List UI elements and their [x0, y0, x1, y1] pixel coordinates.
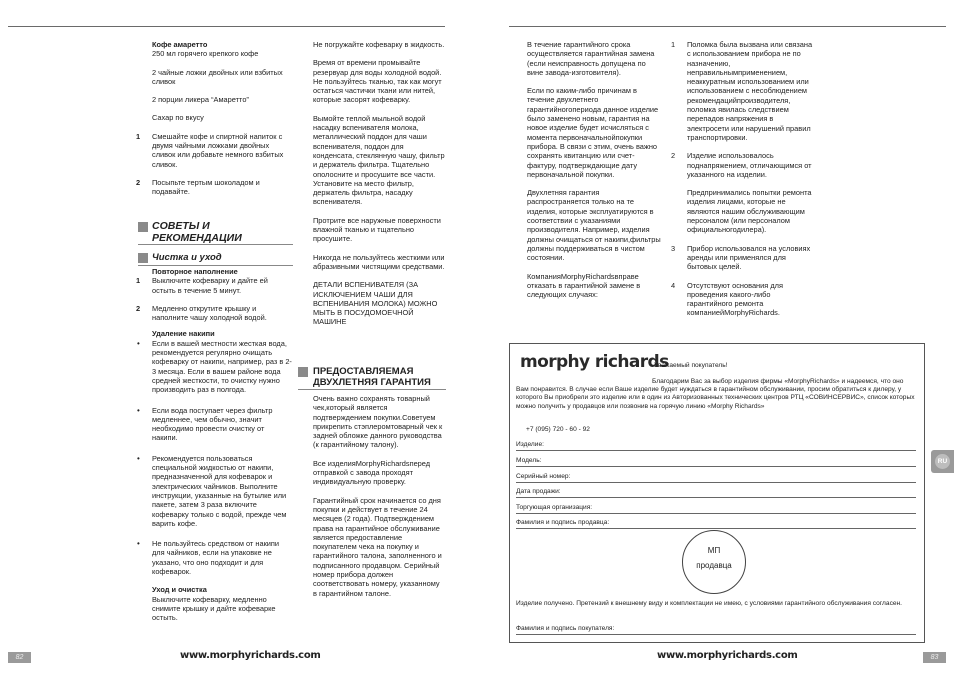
bullet-icon: • — [137, 453, 140, 463]
bullet-icon: • — [137, 405, 140, 415]
refusal-case — [687, 188, 815, 234]
right-column-2 — [671, 40, 815, 327]
case-text: Поломка была вызвана или связана с использованием прибора не по назначению, неправильнымприменением, неаккуратным использованием или использованием с несоблюдением рекомендацийпроизводителя, поломка явилась следствием перепадов напряжения в электросети или нарушений правил транспортировки. — [687, 40, 813, 142]
descale-bullet — [137, 338, 292, 395]
hotline-phone: +7 (095) 720 - 60 - 92 — [526, 426, 590, 433]
bullet-text: Рекомендуется пользоваться специальной жидкостью от накипи, предназначенной для кофеварок и электрических чайников. Выполните инструкции, указанные на бутылке или пакете, затем 3 раза включите кофеварку только с водой, прежде чем варить кофе. — [152, 453, 287, 528]
recipe-ingredient: Сахар по вкусу — [152, 113, 204, 123]
tips-subtitle: Чистка и уход — [152, 252, 222, 263]
top-rule-left — [8, 26, 445, 27]
language-badge-circle — [935, 454, 950, 469]
paragraph: Никогда не пользуйтесь жесткими или абразивными чистящими средствами. — [313, 252, 445, 271]
section-marker-warranty — [298, 367, 308, 377]
refill-step — [136, 303, 292, 323]
step-text: Выключите кофеварку и дайте ей остыть в течение 5 минут. — [152, 276, 268, 295]
case-text: Предпринимались попытки ремонта изделия лицами, которые не являются нашим обслуживающим персоналом (или персоналом официальногодилера). — [687, 188, 812, 235]
step-number: 2 — [136, 177, 141, 187]
descale-heading: Удаление накипи — [152, 329, 215, 339]
paragraph-caps: ДЕТАЛИ ВСПЕНИВАТЕЛЯ (ЗА ИСКЛЮЧЕНИЕМ ЧАШИ ДЛЯ ВСПЕНИВАНИЯ МОЛОКА) МОЖНО МЫТЬ В ПОСУДОМОЕЧНОЙ МАШИНЕ — [313, 280, 438, 327]
recipe-step — [136, 177, 292, 197]
page-number-left: 82 — [8, 652, 31, 663]
descale-bullet — [137, 453, 292, 528]
section-marker-care — [138, 253, 148, 263]
footer-url-left: www.morphyrichards.com — [180, 650, 321, 661]
stamp-circle — [682, 530, 746, 594]
refill-step — [136, 276, 292, 295]
language-badge-label: RU — [937, 458, 948, 465]
refusal-case — [671, 280, 815, 318]
step-text: Смешайте кофе и спиртной напиток с двумя чайными ложками двойных сливок или добавьте немного взбитых сливок. — [152, 131, 284, 169]
tips-body — [136, 267, 292, 623]
warranty-rule — [298, 389, 446, 390]
paragraph: КомпанияMorphyRichardsвправе отказать в гарантийной замене в следующих случаях: — [527, 271, 641, 300]
tips-rule — [138, 244, 293, 245]
field-serial-number[interactable]: Серийный номер: — [516, 473, 916, 483]
tips-title: СОВЕТЫ И РЕКОМЕНДАЦИИ — [152, 220, 242, 244]
care-heading: Уход и очистка — [152, 585, 207, 595]
refill-heading: Повторное наполнение — [152, 267, 238, 276]
care-text: Выключите кофеварку, медленно снимите крышку и дайте кофеварке остыть. — [152, 594, 276, 623]
field-buyer-signature[interactable]: Фамилия и подпись покупателя: — [516, 625, 916, 635]
descale-bullet — [137, 405, 292, 443]
recipe-step — [136, 131, 292, 169]
step-number: 2 — [136, 303, 141, 313]
paragraph: Гарантийный срок начинается со дня покупки и действует в течение 24 месяцев (2 года). Подтверждением права на гарантийное обслуживание является предоставление покупателем чека на покупку и гарантийного талона, заполненного и подписанного продавцом. Серийный номер прибора должен соответствовать номеру, указанному в гарантийном талоне. — [313, 495, 442, 598]
field-product[interactable]: Изделие: — [516, 441, 916, 451]
bullet-icon: • — [137, 539, 140, 549]
recipe-title: Кофе амаретто — [152, 40, 208, 49]
left-column-1 — [136, 40, 292, 206]
stamp-label: МП — [707, 546, 721, 555]
case-text: Прибор использовался на условиях аренды или применялся для бытовых целей. — [687, 243, 811, 272]
section-marker-tips — [138, 222, 148, 232]
right-column-1 — [527, 40, 662, 308]
case-number: 4 — [671, 280, 676, 290]
recipe-ingredient: 2 чайные ложки двойных или взбитых сливок — [152, 67, 283, 86]
paragraph: Время от времени промывайте резервуар для воды холодной водой. Не пользуйтесь тканью, так как могут остаться частички ткани или нитей, которые засорят кофеварку. — [313, 58, 442, 105]
step-number: 1 — [136, 131, 141, 141]
refusal-case — [671, 151, 815, 179]
step-number: 1 — [136, 276, 141, 286]
paragraph: Очень важно сохранять товарный чек,который является подтверждением покупки.Советуем прикрепить стэплеромтоварный чек к задней обложке данного руководства (к гарантийному талону). — [313, 394, 443, 450]
warranty-title: ПРЕДОСТАВЛЯЕМАЯ ДВУХЛЕТНЯЯ ГАРАНТИЯ — [313, 366, 431, 388]
received-statement: Изделие получено. Претензий к внешнему виду и комплектации не имею, с условиями гарантийного обслуживания согласен. — [516, 600, 903, 607]
paragraph: Двухлетняя гарантия распространяется только на те изделия, которые эксплуатируются в соответствии с указаниями производителя. Например, изделия должны очищаться от накипи,фильтры должны поддерживаться в чистом состоянии. — [527, 188, 661, 263]
case-number: 3 — [671, 243, 676, 253]
left-column-2 — [313, 40, 445, 336]
bullet-text: Если вода поступает через фильтр медленнее, чем обычно, значит необходимо провести очистку от накипи. — [152, 405, 273, 443]
card-intro: Благодарим Вас за выбор изделия фирмы «MorphyRichards» и надеемся, что оно Вам понравится. В случае если Ваше изделие будет нуждаться в гарантийном обслуживании, просим обратиться к дилеру, у которого Вы приобрели это изделие или в один из Авторизованных технических центров РТЦ «СОВИНСЕРВИС», список которых можно получить у продавцов или позвонив на горячую линию «Morphy Richards» — [516, 378, 915, 410]
bullet-text: Не пользуйтесь средством от накипи для чайников, если на упаковке не указано, что оно подходит и для кофеварок. — [152, 539, 280, 577]
language-badge — [931, 450, 954, 473]
paragraph: Протрите все наружные поверхности влажной тканью и тщательно просушите. — [313, 215, 441, 244]
bullet-text: Если в вашей местности жесткая вода, рекомендуется регулярно очищать кофеварку от накипи, например, раз в 2-3 месяца. Если в вашем районе вода средней жесткости, то очистку нужно производить раз в полгода. — [152, 338, 292, 395]
case-text: Изделие использовалось поднапряжением, отличающимся от указанного на изделии. — [687, 151, 812, 179]
field-sale-date[interactable]: Дата продажи: — [516, 488, 916, 498]
step-text: Посыпьте тертым шоколадом и подавайте. — [152, 177, 260, 197]
paragraph: Если по каким-либо причинам в течение двухлетнего гарантийногопериода данное изделие было заменено новым, гарантия на новое изделие будет исчисляться с момента первоначальнойпокупки прибора. В связи с этим, очень важно сохранять квитанцию или счет-фактуру, подтверждающие дату первоначальной покупки. — [527, 86, 659, 179]
page-number-right: 83 — [923, 652, 946, 663]
recipe-ingredient: 2 порции ликера “Амаретто” — [152, 95, 249, 105]
care-rule — [138, 265, 293, 266]
stamp-label-2: продавца — [696, 561, 732, 570]
paragraph: Не погружайте кофеварку в жидкость. — [313, 40, 445, 49]
card-greeting: Уважаемый покупатель! — [654, 362, 728, 369]
refusal-case — [671, 243, 815, 272]
paragraph: Вымойте теплой мыльной водой насадку вспенивателя молока, металлический поддон для чаши вспенивателя, поддон для конденсата, стеклянную чашу, фильтр и держатель фильтра. Тщательно ополосните и просушите все части. Установите на место фильтр, держатель фильтра, насадку вспенивателя. — [313, 113, 445, 207]
paragraph: В течение гарантийного срока осуществляется гарантийная замена (если неисправность допущена по вине завода-изготовителя). — [527, 40, 655, 77]
brand-logo: morphy richards — [520, 352, 669, 372]
field-seller-signature[interactable]: Фамилия и подпись продавца: — [516, 519, 916, 529]
descale-bullet — [137, 539, 292, 577]
paragraph: Все изделияMorphyRichardsперед отправкой с завода проходят индивидуальную проверку. — [313, 458, 431, 487]
bullet-icon: • — [137, 338, 140, 348]
case-number: 2 — [671, 151, 676, 161]
field-trade-organization[interactable]: Торгующая организация: — [516, 504, 916, 514]
footer-url-right: www.morphyrichards.com — [657, 650, 798, 661]
case-text: Отсутствуют основания для проведения какого-либо гарантийного ремонта компаниейMorphyRichards. — [687, 280, 783, 318]
field-model[interactable]: Модель: — [516, 457, 916, 467]
case-number: 1 — [671, 40, 676, 49]
refusal-case — [671, 40, 815, 142]
top-rule-right — [509, 26, 946, 27]
step-text: Медленно открутите крышку и наполните чашу холодной водой. — [152, 303, 267, 323]
warranty-body — [313, 394, 445, 607]
recipe-ingredient: 250 мл горячего крепкого кофе — [152, 49, 259, 59]
